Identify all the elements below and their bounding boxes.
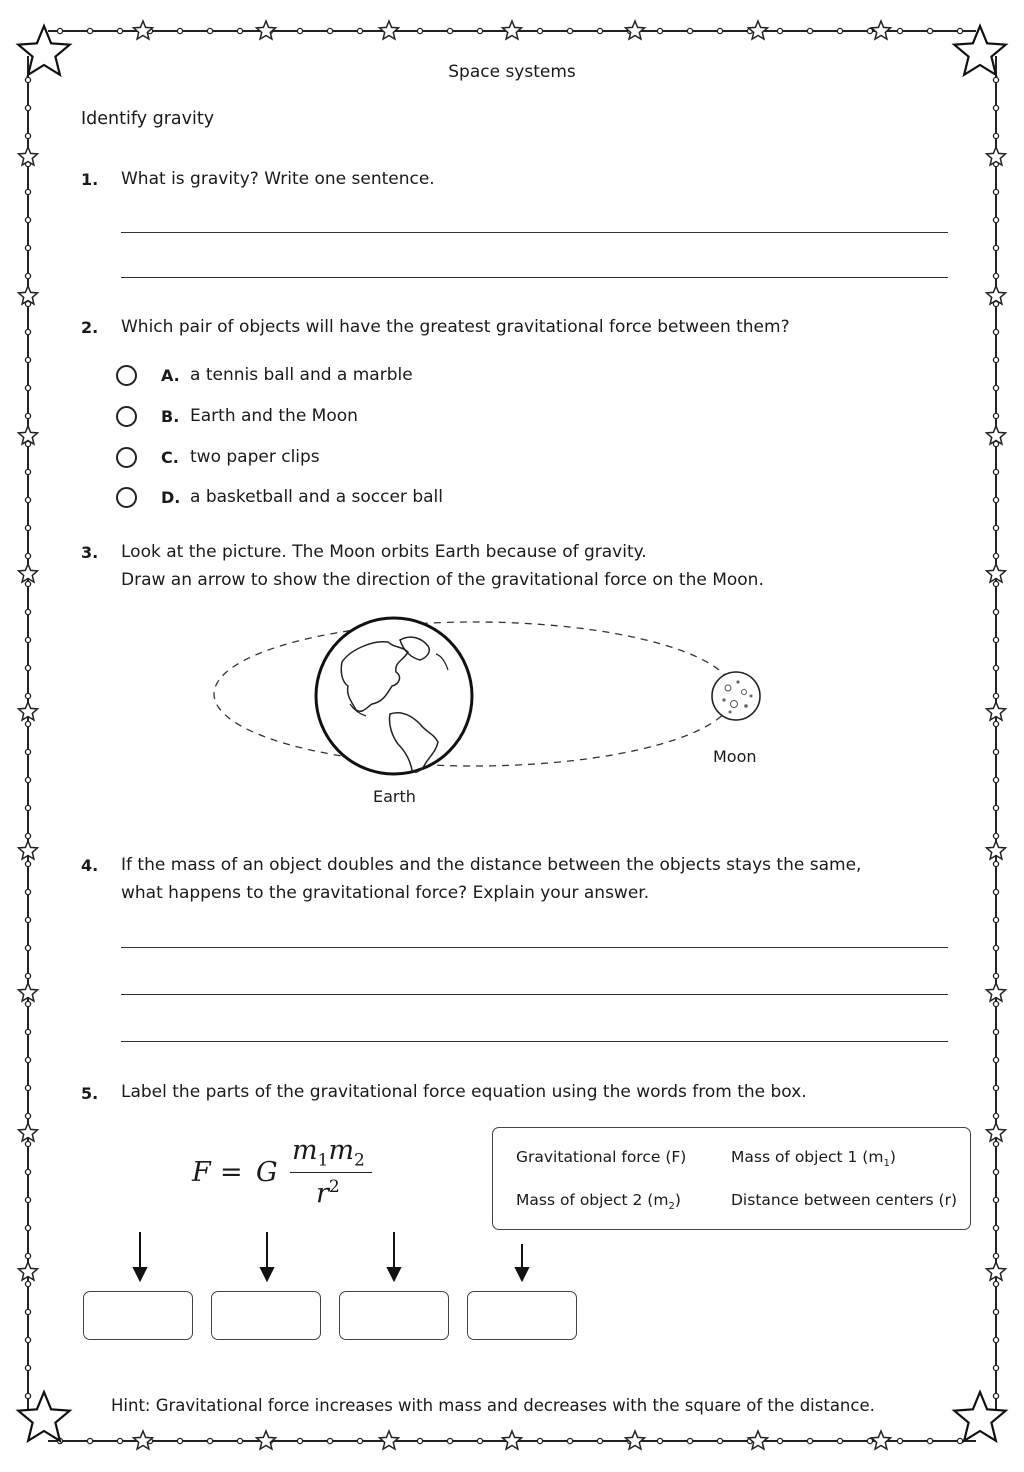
border-dot	[177, 1438, 182, 1443]
border-dot	[777, 28, 782, 33]
border-dot	[993, 469, 998, 474]
orbit-diagram[interactable]	[200, 610, 780, 780]
border-dot	[993, 385, 998, 390]
border-dot	[807, 1438, 812, 1443]
border-dot	[837, 28, 842, 33]
star-icon	[380, 1431, 399, 1449]
star-icon	[257, 1431, 276, 1449]
border-dot	[25, 1253, 30, 1258]
border-dot	[25, 525, 30, 530]
fraction-bar	[290, 1172, 372, 1173]
border-dot	[807, 28, 812, 33]
border-dot	[25, 1001, 30, 1006]
border-dot	[993, 133, 998, 138]
border-dot	[993, 1113, 998, 1118]
star-icon	[749, 1431, 768, 1449]
star-icon	[872, 1431, 891, 1449]
radio-button-d[interactable]	[116, 487, 137, 508]
border-dot	[657, 1438, 662, 1443]
border-dot	[993, 1057, 998, 1062]
border-dot	[25, 973, 30, 978]
border-dot	[25, 777, 30, 782]
border-dot	[25, 497, 30, 502]
border-dot	[993, 329, 998, 334]
border-dot	[993, 777, 998, 782]
equation-numerator	[292, 1135, 365, 1170]
q4-number: 4.	[81, 856, 99, 875]
border-dot	[867, 1438, 872, 1443]
star-icon	[626, 21, 645, 39]
border-dot	[993, 861, 998, 866]
border-dot	[993, 217, 998, 222]
border-dot	[357, 28, 362, 33]
border-dot	[957, 1438, 962, 1443]
border-dot	[993, 665, 998, 670]
border-dot	[207, 1438, 212, 1443]
section-title: Identify gravity	[81, 109, 215, 129]
word-mass-object-2[interactable]: Mass of object 2 $(m_2)$	[516, 1191, 681, 1213]
border-dot	[993, 917, 998, 922]
q3-number: 3.	[81, 543, 99, 562]
border-dot	[687, 28, 692, 33]
star-icon	[503, 21, 522, 39]
moon-label: Moon	[713, 747, 757, 766]
border-dot	[57, 28, 62, 33]
border-dot	[25, 721, 30, 726]
equation-r: r	[316, 1178, 329, 1209]
word-bank-box	[492, 1127, 971, 1230]
border-dot	[327, 28, 332, 33]
option-letter: C.	[161, 448, 179, 467]
border-dot	[25, 273, 30, 278]
border-dot	[477, 1438, 482, 1443]
border-dot	[993, 1253, 998, 1258]
border-dot	[297, 1438, 302, 1443]
q4-answer-line-1[interactable]	[121, 947, 948, 948]
border-dot	[993, 1309, 998, 1314]
border-dot	[717, 28, 722, 33]
moon-icon	[712, 672, 760, 720]
option-letter: A.	[161, 366, 180, 385]
radio-button-b[interactable]	[116, 406, 137, 427]
answer-box-2[interactable]	[211, 1291, 321, 1340]
border-dot	[25, 357, 30, 362]
border-dot	[25, 385, 30, 390]
border-dot	[567, 28, 572, 33]
border-dot	[25, 609, 30, 614]
border-dot	[993, 973, 998, 978]
border-dot	[993, 945, 998, 950]
q4-line-1: If the mass of an object doubles and the distance between the objects stays the same,	[121, 855, 862, 875]
border-dot	[993, 693, 998, 698]
border-dot	[993, 637, 998, 642]
border-dot	[25, 245, 30, 250]
border-dot	[993, 553, 998, 558]
border-dot	[25, 469, 30, 474]
star-icon	[257, 21, 276, 39]
border-dot	[537, 28, 542, 33]
border-dot	[993, 357, 998, 362]
hint-text: Hint: Gravitational force increases with mass and decreases with the square of the distance.	[111, 1396, 875, 1415]
border-dot	[25, 637, 30, 642]
q2-text: Which pair of objects will have the greatest gravitational force between them?	[121, 317, 790, 337]
border-dot	[993, 1169, 998, 1174]
border-dot	[657, 28, 662, 33]
border-dot	[897, 28, 902, 33]
border-dot	[25, 189, 30, 194]
down-arrow-icon	[261, 1232, 273, 1280]
border-dot	[993, 833, 998, 838]
border-dot	[867, 28, 872, 33]
q4-answer-line-3[interactable]	[121, 1041, 948, 1042]
q3-line-2: Draw an arrow to show the direction of the gravitational force on the Moon.	[121, 570, 764, 590]
star-icon	[134, 1431, 153, 1449]
border-dot	[717, 1438, 722, 1443]
equation-m1-subscript: 1	[317, 1150, 329, 1171]
border-dot	[25, 805, 30, 810]
q4-line-2: what happens to the gravitational force? Explain your answer.	[121, 883, 650, 903]
option-letter: D.	[161, 488, 181, 507]
q1-answer-line-1[interactable]	[121, 232, 948, 233]
border-dot	[417, 1438, 422, 1443]
border-dot	[237, 1438, 242, 1443]
border-dot	[25, 1197, 30, 1202]
gravity-equation	[190, 1135, 390, 1215]
q1-text: What is gravity? Write one sentence.	[121, 169, 435, 189]
border-dot	[25, 581, 30, 586]
option-text: two paper clips	[190, 447, 320, 467]
border-dot	[25, 105, 30, 110]
border-dot	[927, 1438, 932, 1443]
border-dot	[327, 1438, 332, 1443]
star-icon	[749, 21, 768, 39]
border-dot	[537, 1438, 542, 1443]
border-dot	[87, 28, 92, 33]
border-dot	[993, 609, 998, 614]
star-icon	[872, 21, 891, 39]
border-dot	[447, 28, 452, 33]
border-dot	[25, 889, 30, 894]
equation-equals: =	[220, 1157, 243, 1188]
border-dot	[993, 1365, 998, 1370]
border-dot	[25, 1225, 30, 1230]
border-dot	[25, 217, 30, 222]
option-text: a basketball and a soccer ball	[190, 487, 443, 507]
border-dot	[993, 1085, 998, 1090]
border-dot	[837, 1438, 842, 1443]
border-dot	[927, 28, 932, 33]
border-dot	[25, 833, 30, 838]
earth-icon	[316, 618, 472, 774]
q1-number: 1.	[81, 170, 99, 189]
star-icon	[134, 21, 153, 39]
word-gravitational-force[interactable]: Gravitational force (F)	[516, 1148, 687, 1166]
answer-box-1[interactable]	[83, 1291, 193, 1340]
border-dot	[993, 1281, 998, 1286]
border-dot	[25, 749, 30, 754]
q3-line-1: Look at the picture. The Moon orbits Earth because of gravity.	[121, 542, 647, 562]
border-dot	[25, 1309, 30, 1314]
border-dot	[207, 28, 212, 33]
border-dot	[25, 1057, 30, 1062]
border-dot	[993, 413, 998, 418]
border-dot	[993, 245, 998, 250]
border-dot	[993, 721, 998, 726]
border-dot	[993, 189, 998, 194]
border-dot	[957, 28, 962, 33]
corner-star-icon	[18, 1392, 69, 1441]
equation-m1: m	[292, 1135, 318, 1166]
answer-box-3[interactable]	[339, 1291, 449, 1340]
option-text: Earth and the Moon	[190, 406, 358, 426]
border-dot	[993, 805, 998, 810]
border-dot	[993, 273, 998, 278]
border-dot	[25, 553, 30, 558]
border-dot	[25, 1281, 30, 1286]
border-dot	[25, 1393, 30, 1398]
border-dot	[117, 1438, 122, 1443]
label-arrows	[120, 1228, 540, 1284]
border-dot	[87, 1438, 92, 1443]
q2-number: 2.	[81, 318, 99, 337]
border-dot	[25, 861, 30, 866]
border-dot	[993, 1001, 998, 1006]
border-dot	[25, 693, 30, 698]
border-dot	[117, 28, 122, 33]
down-arrow-icon	[134, 1232, 146, 1280]
equation-denominator	[316, 1177, 340, 1209]
equation-m2: m	[328, 1135, 355, 1166]
border-dot	[447, 1438, 452, 1443]
equation-m2-subscript: 2	[354, 1150, 365, 1171]
word-mass-object-1[interactable]: Mass of object 1 $(m_1)$	[731, 1148, 896, 1170]
border-dot	[25, 1113, 30, 1118]
border-dot	[993, 1393, 998, 1398]
border-dot	[993, 1029, 998, 1034]
option-text: a tennis ball and a marble	[190, 365, 413, 385]
q5-text: Label the parts of the gravitational force equation using the words from the box.	[121, 1082, 807, 1102]
border-dot	[25, 1337, 30, 1342]
border-dot	[993, 1225, 998, 1230]
down-arrow-icon	[388, 1232, 400, 1280]
border-dot	[25, 1085, 30, 1090]
answer-box-4[interactable]	[467, 1291, 577, 1340]
equation-r-exponent: 2	[328, 1177, 340, 1197]
border-dot	[993, 581, 998, 586]
border-dot	[357, 1438, 362, 1443]
border-dot	[477, 28, 482, 33]
border-dot	[897, 1438, 902, 1443]
border-dot	[25, 133, 30, 138]
border-dot	[687, 1438, 692, 1443]
border-dot	[993, 497, 998, 502]
border-dot	[25, 665, 30, 670]
border-dot	[417, 28, 422, 33]
radio-button-c[interactable]	[116, 447, 137, 468]
star-icon	[380, 21, 399, 39]
border-dot	[25, 413, 30, 418]
border-dot	[993, 749, 998, 754]
earth-label: Earth	[373, 787, 416, 806]
border-dot	[993, 889, 998, 894]
star-icon	[503, 1431, 522, 1449]
border-dot	[25, 1365, 30, 1370]
border-dot	[993, 1197, 998, 1202]
border-dot	[597, 28, 602, 33]
border-dot	[25, 1169, 30, 1174]
border-dot	[25, 329, 30, 334]
border-dot	[597, 1438, 602, 1443]
q4-answer-line-2[interactable]	[121, 994, 948, 995]
q5-number: 5.	[81, 1084, 99, 1103]
radio-button-a[interactable]	[116, 365, 137, 386]
border-dot	[177, 28, 182, 33]
border-dot	[567, 1438, 572, 1443]
border-dot	[237, 28, 242, 33]
equation-force-symbol: F	[192, 1157, 211, 1188]
border-dot	[777, 1438, 782, 1443]
star-icon	[626, 1431, 645, 1449]
border-dot	[993, 1141, 998, 1146]
border-dot	[993, 105, 998, 110]
page-title: Space systems	[448, 62, 576, 82]
border-dot	[993, 525, 998, 530]
down-arrow-icon	[516, 1244, 528, 1280]
word-distance-between-centers[interactable]: Distance between centers (r)	[731, 1191, 957, 1209]
corner-star-icon	[954, 1392, 1005, 1441]
orbit-path	[214, 622, 734, 766]
border-dot	[25, 1029, 30, 1034]
border-dot	[25, 945, 30, 950]
border-dot	[25, 917, 30, 922]
border-dot	[25, 1141, 30, 1146]
equation-constant-g: G	[256, 1157, 278, 1188]
q1-answer-line-2[interactable]	[121, 277, 948, 278]
option-letter: B.	[161, 407, 180, 426]
border-dot	[297, 28, 302, 33]
border-dot	[993, 1337, 998, 1342]
